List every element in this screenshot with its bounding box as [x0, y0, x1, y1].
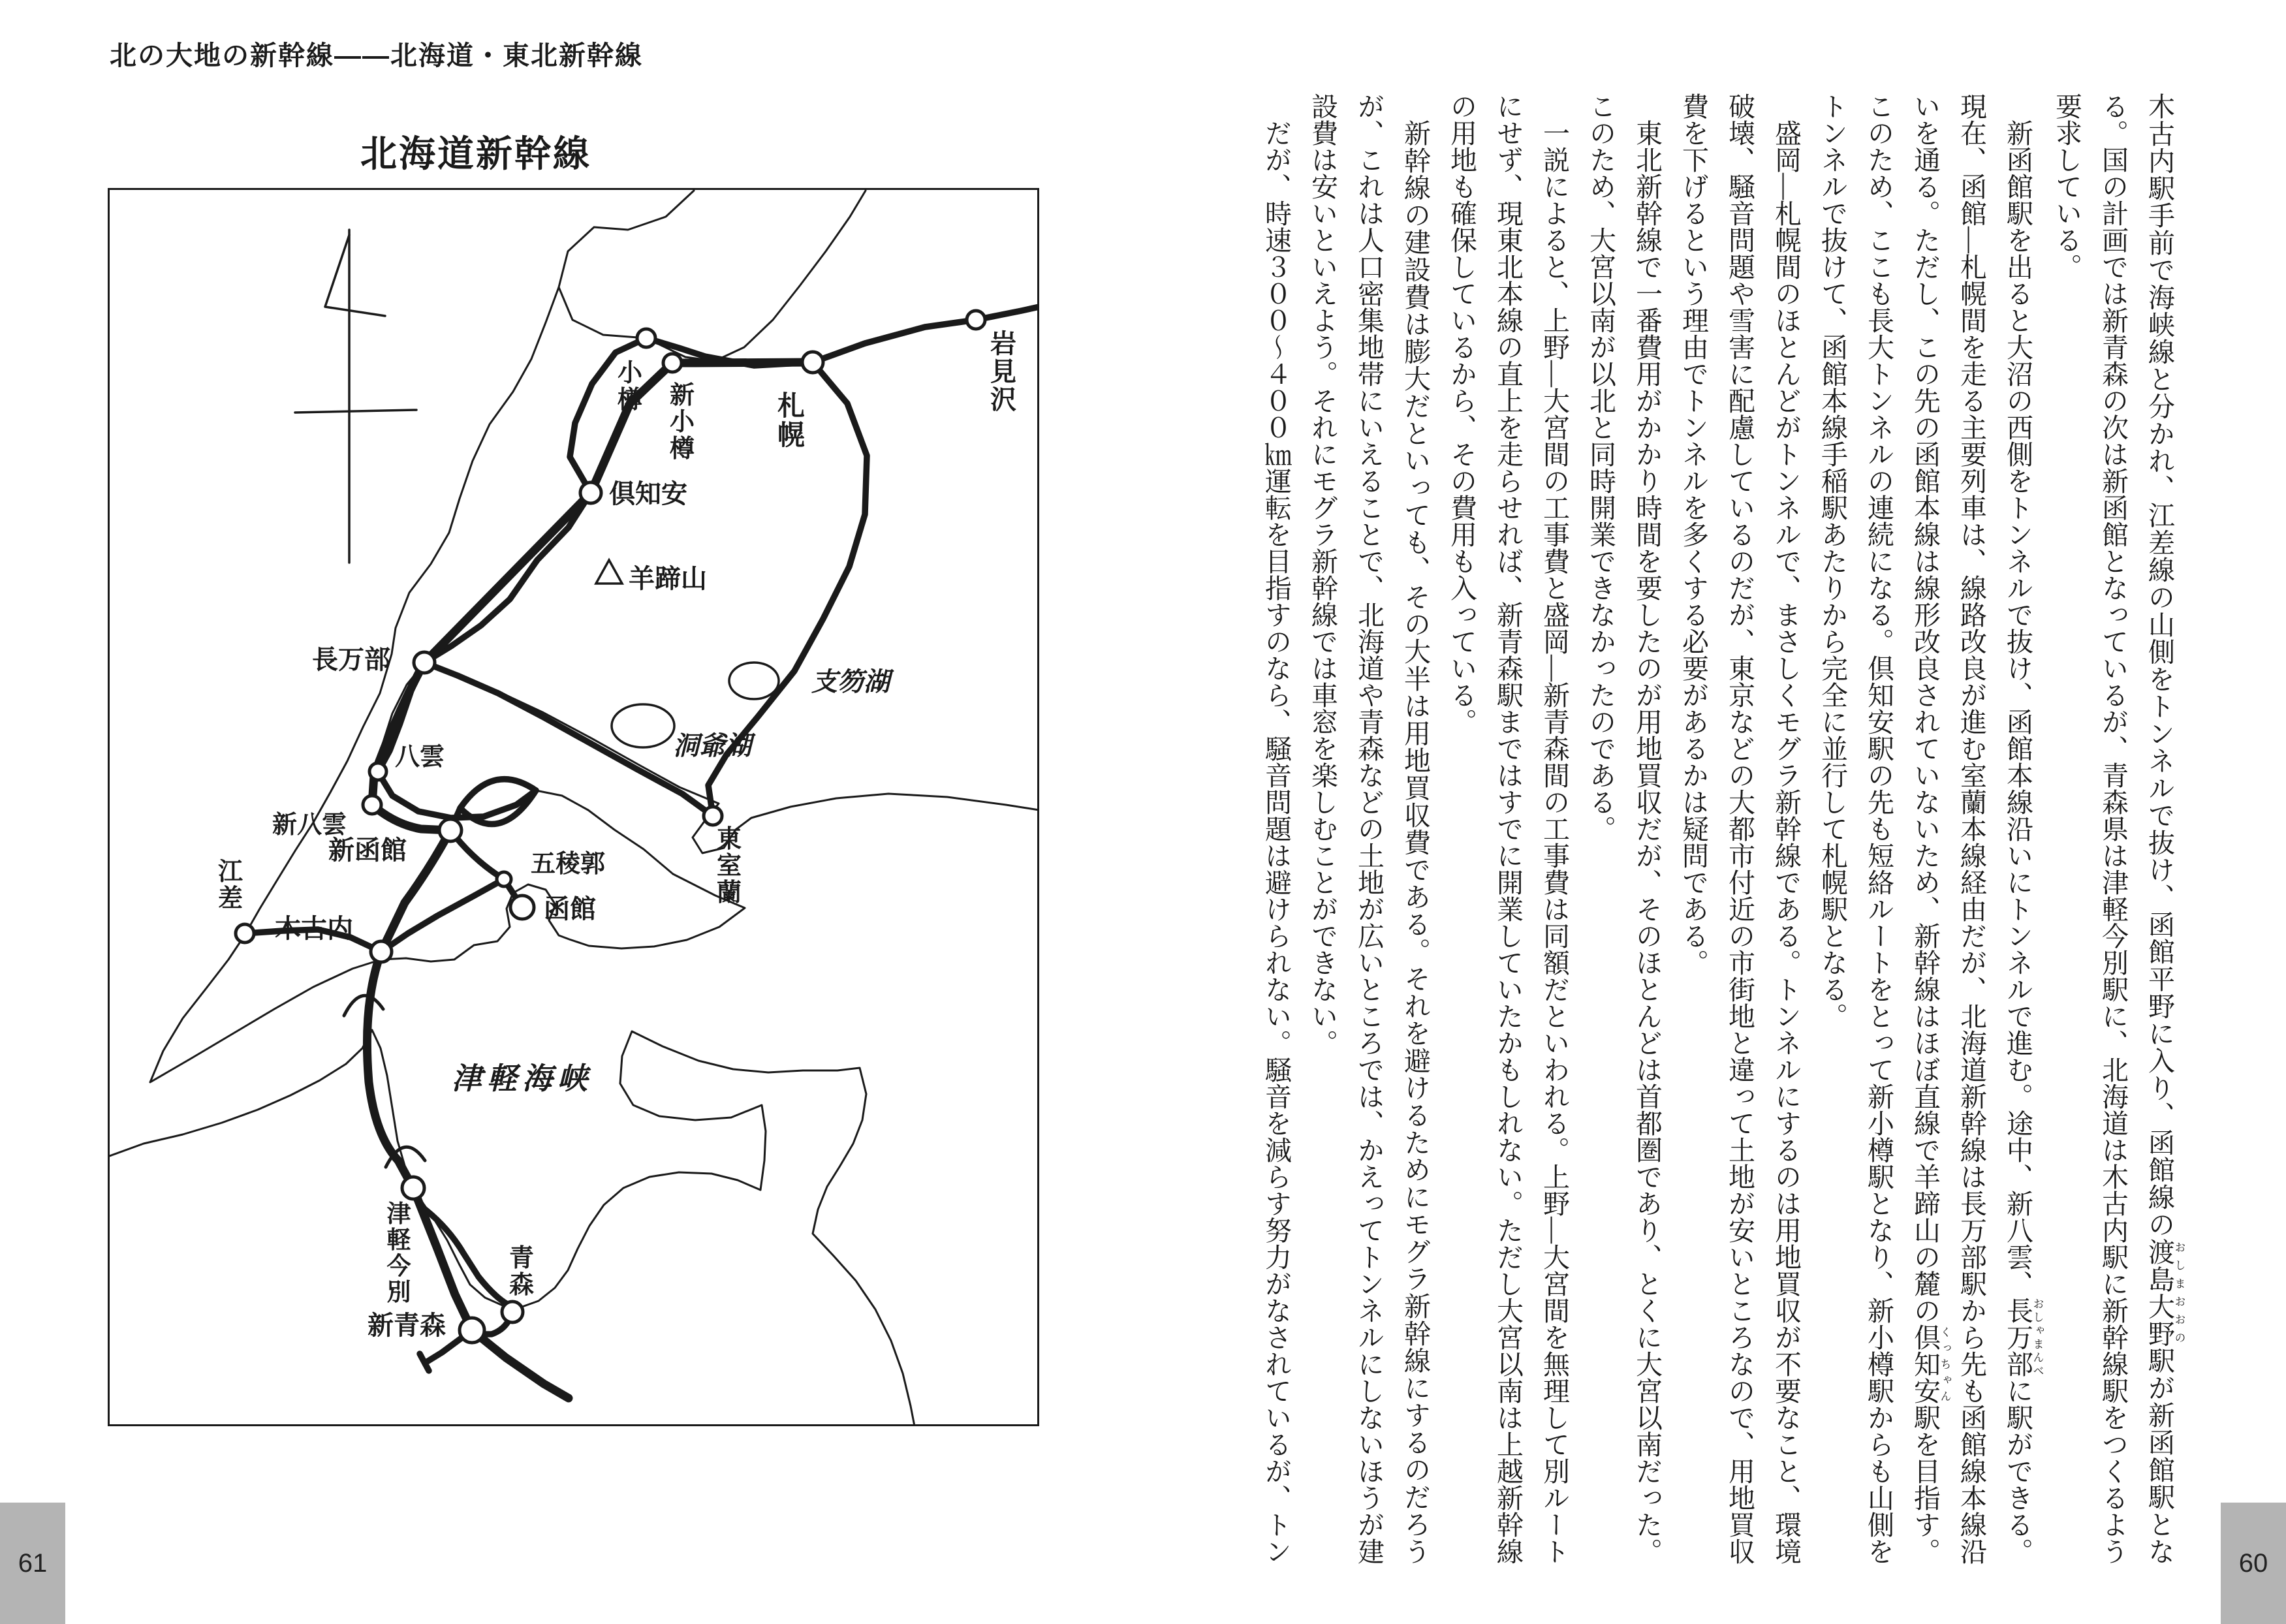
station-marker	[497, 872, 511, 886]
north-arrow-icon	[295, 410, 416, 413]
station-label: 木古内	[275, 914, 353, 943]
station-marker	[637, 329, 655, 347]
north-arrow-icon	[325, 235, 385, 316]
station-label: 新函館	[328, 836, 407, 865]
mountain-label: 羊蹄山	[629, 565, 707, 593]
map-border	[109, 189, 1039, 1426]
station-label: 八雲	[395, 743, 445, 771]
paragraph: 新幹線の建設費は膨大だといっても、その大半は用地買収費である。それを避けるためにモグラ新幹線にするのだろうが、これは人口密集地帯にいえることで、北海道や青森などの土地が広いところでは、かえってトンネルにしないほうが建設費は安いといえよう。それにモグラ新幹線では車窓を楽しむことができない。	[1307, 93, 1430, 1565]
station-marker	[460, 1318, 484, 1343]
station-marker	[967, 311, 985, 329]
station-marker	[580, 482, 601, 503]
ruby-annotated-word: 倶知安くっちゃん	[1910, 1324, 1951, 1404]
mountain-icon	[596, 560, 622, 584]
station-label: 青森	[509, 1245, 535, 1299]
station-marker	[371, 941, 392, 962]
station-label: 東室蘭	[716, 826, 742, 907]
paragraph: 東北新幹線で一番費用がかかり時間を要したのが用地買収だが、そのほとんどは首都圏であり、とくに大宮以南だった。このため、大宮以南が以北と同時開業できなかったのである。	[1586, 93, 1662, 1565]
running-head: 北の大地の新幹線――北海道・東北新幹線	[110, 40, 643, 70]
railway-shinkansen	[367, 362, 813, 1398]
station-label: 江差	[217, 858, 243, 913]
body-text-vertical	[1257, 93, 2185, 1565]
hokkaido-shinkansen-map	[108, 188, 1039, 1426]
paragraph: 木古内駅手前で海峡線と分かれ、江差線の山側をトンネルで抜け、函館平野に入り、函館線の渡島大野おしまおおの駅が新函館駅となる。国の計画では新青森の次は新函館となっているが、青森県は津軽今別駅に、北海道は木古内駅に新幹線駅をつくるよう要求している。	[2052, 93, 2185, 1565]
ruby-annotated-word: 渡島大野おしまおおの	[2144, 1238, 2185, 1347]
station-marker	[510, 896, 534, 919]
station-marker	[502, 1302, 523, 1322]
station-label: 新青森	[368, 1311, 446, 1340]
station-marker	[402, 1177, 424, 1199]
station-label: 新八雲	[272, 811, 347, 839]
railway-existing	[450, 830, 522, 907]
station-label: 岩見沢	[990, 330, 1016, 414]
station-label: 津軽今別	[386, 1200, 411, 1305]
paragraph: 新函館駅を出ると大沼の西側をトンネルで抜け、函館本線沿いにトンネルで進む。途中、新八雲、長万部おしゃまんべに駅ができる。現在、函館―札幌間を走る主要列車は、線路改良が進む室蘭本線経由だが、北海道新幹線は長万部駅から先も函館線本線沿いを通る。ただし、この先の函館本線は線形改良されていないため、新幹線はほぼ直線で羊蹄山の麓の倶知安くっちゃん駅を目指す。このため、ここも長大トンネルの連続になる。倶知安駅の先も短絡ルートをとって新小樽駅となり、新小樽駅からも山側をトンネルで抜けて、函館本線手稲駅あたりから完全に並行して札幌駅となる。	[1817, 93, 2044, 1565]
railway-existing	[424, 663, 713, 816]
ruby-annotated-word: 長万部おしゃまんべ	[2003, 1297, 2044, 1377]
station-label: 新小樽	[669, 382, 695, 463]
sea-label: 津軽海峡	[452, 1061, 593, 1095]
railway-existing	[420, 1354, 429, 1371]
station-marker	[236, 924, 254, 943]
station-marker	[704, 807, 722, 825]
station-marker	[663, 354, 681, 372]
paragraph: 盛岡―札幌間のほとんどがトンネルで、まさしくモグラ新幹線である。トンネルにするのは用地買収が不要なこと、環境破壊、騒音問題や雪害に配慮しているのだが、東京などの大都市付近の市街地と違って土地が安いところなので、用地買収費を下げるという理由でトンネルを多くする必要があるかは疑問である。	[1678, 93, 1801, 1565]
station-label: 長万部	[312, 646, 390, 674]
coastline	[150, 287, 1039, 1082]
station-marker	[439, 819, 462, 841]
paragraph: 一説によると、上野―大宮間の工事費と盛岡―新青森間の工事費は同額だといわれる。上野―大宮間を無理して別ルートにせず、現東北本線の直上を走らせれば、新青森駅まではすでに開業していたかもしれない。ただし大宮以南は上越新幹線の用地も確保しているから、その費用も入っている。	[1447, 93, 1569, 1565]
station-label: 倶知安	[609, 480, 687, 508]
station-marker	[414, 652, 435, 673]
lake-label: 洞爺湖	[673, 732, 751, 760]
page-number-right: 60	[2221, 1503, 2286, 1624]
lake-label: 支笏湖	[811, 668, 890, 696]
station-label: 札幌	[777, 390, 806, 450]
station-marker	[369, 763, 386, 780]
page-number-left: 61	[0, 1503, 65, 1624]
station-label: 小樽	[617, 360, 643, 414]
station-label: 函館	[544, 895, 596, 924]
map-title: 北海道新幹線	[360, 133, 591, 174]
tunnel-portal-mark	[344, 995, 383, 1016]
lake	[729, 663, 779, 699]
coastline	[559, 191, 866, 361]
map-frame	[108, 188, 1039, 1426]
railway-existing	[378, 663, 536, 818]
lake	[612, 704, 674, 747]
paragraph: だが、時速３００～４００㎞運転を目指すのなら、騒音問題は避けられない。騒音を減らす努力がなされているが、トン	[1261, 119, 1291, 1565]
station-label: 五稜郭	[531, 851, 606, 878]
station-marker	[363, 796, 381, 814]
station-marker	[802, 352, 823, 373]
